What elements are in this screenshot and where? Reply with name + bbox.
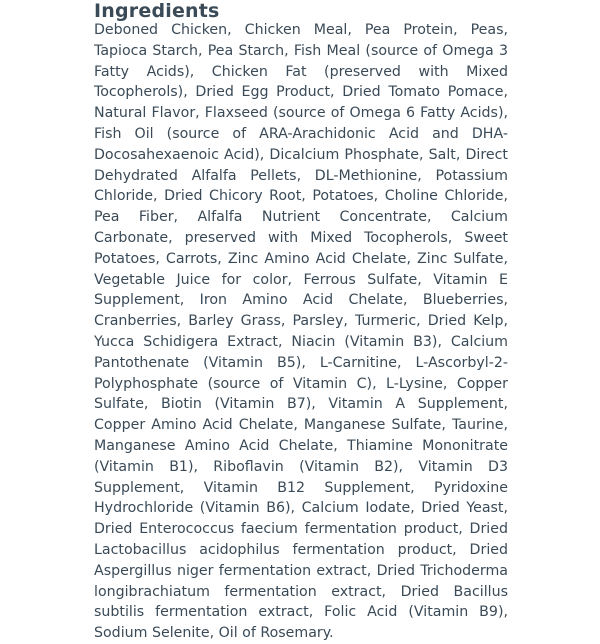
- ingredients-heading: Ingredients: [94, 0, 220, 22]
- ingredients-list: Deboned Chicken, Chicken Meal, Pea Protein, Peas, Tapioca Starch, Pea Starch, Fish Meal (source of Omega 3 Fatty Acids), Chicken Fat (preserved with Mixed Tocopherols), Dried Egg Product, Dried Tomato Pomace, Natural Flavor, Flaxseed (source of Omega 6 Fatty Acids), Fish Oil (source of ARA-Arachidonic Acid and DHA-Docosahexaenoic Acid), Dicalcium Phosphate, Salt, Direct Dehydrated Alfalfa Pellets, DL-Methionine, Potassium Chloride, Dried Chicory Root, Potatoes, Choline Chloride, Pea Fiber, Alfalfa Nutrient Concentrate, Calcium Carbonate, preserved with Mixed Tocopherols, Sweet Potatoes, Carrots, Zinc Amino Acid Chelate, Zinc Sulfate, Vegetable Juice for color, Ferrous Sulfate, Vitamin E Supplement, Iron Amino Acid Chelate, Blueberries, Cranberries, Barley Grass, Parsley, Turmeric, Dried Kelp, Yucca Schidigera Extract, Niacin (Vitamin B3), Calcium Pantothenate (Vitamin B5), L-Carnitine, L-Ascorbyl-2-Polyphosphate (source of Vitamin C), L-Lysine, Copper Sulfate, Biotin (Vitamin B7), Vitamin A Supplement, Copper Amino Acid Chelate, Manganese Sulfate, Taurine, Manganese Amino Acid Chelate, Thiamine Mononitrate (Vitamin B1), Riboflavin (Vitamin B2), Vitamin D3 Supplement, Vitamin B12 Supplement, Pyridoxine Hydrochloride (Vitamin B6), Calcium Iodate, Dried Yeast, Dried Enterococcus faecium fermentation product, Dried Lactobacillus acidophilus fermentation product, Dried Aspergillus niger fermentation extract, Dried Trichoderma longibrachiatum fermentation extract, Dried Bacillus subtilis fermentation extract, Folic Acid (Vitamin B9), Sodium Selenite, Oil of Rosemary.: [94, 22, 508, 642]
